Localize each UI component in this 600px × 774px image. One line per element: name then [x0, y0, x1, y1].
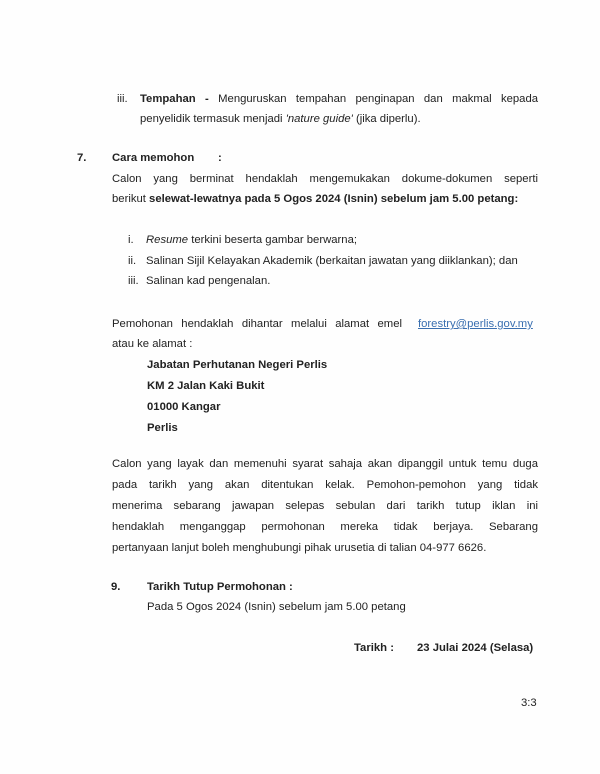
date-value: 23 Julai 2024 (Selasa) [417, 642, 534, 654]
address-line: KM 2 Jalan Kaki Bukit [147, 380, 265, 392]
document-item: Salinan Sijil Kelayakan Akademik (berkaitan jawatan yang diiklankan); dan [146, 255, 518, 267]
section-9-text: Pada 5 Ogos 2024 (Isnin) sebelum jam 5.00 petang [147, 601, 406, 613]
tempahan-line2 [140, 113, 421, 125]
section-9-number: 9. [111, 581, 121, 593]
tempahan-line1 [140, 93, 538, 105]
doc-numeral: i. [128, 234, 134, 246]
address-line: 01000 Kangar [147, 401, 221, 413]
email-link[interactable]: forestry@perlis.gov.my [418, 318, 533, 330]
section-7-intro-line1: Calon yang berminat hendaklah mengemukakan dokume-dokumen seperti [112, 173, 538, 185]
section-7-colon: : [218, 152, 222, 164]
section-7-number: 7. [77, 152, 87, 164]
deadline-text: selewat-lewatnya pada 5 Ogos 2024 (Isnin) sebelum jam 5.00 petang: [149, 193, 519, 205]
notice-line: menerima sebarang jawapan selepas sebulan dari tarikh tutup iklan ini [112, 500, 538, 512]
notice-line: Calon yang layak dan memenuhi syarat sahaja akan dipanggil untuk temu duga [112, 458, 538, 470]
nature-guide-term: 'nature guide' [285, 113, 353, 125]
item-numeral: iii. [117, 93, 128, 105]
doc-numeral: iii. [128, 275, 139, 287]
notice-line: pertanyaan lanjut boleh menghubungi pihak urusetia di talian 04-977 6626. [112, 542, 487, 554]
dash: - [205, 93, 209, 105]
document-item: Salinan kad pengenalan. [146, 275, 271, 287]
section-7-intro-line2 [112, 193, 518, 205]
page-number: 3:3 [521, 697, 537, 709]
text: (jika diperlu). [352, 113, 421, 125]
address-line: Perlis [147, 422, 178, 434]
submit-line2: atau ke alamat : [112, 338, 193, 350]
text: terkini beserta gambar berwarna; [188, 234, 357, 246]
tempahan-title: Tempahan [140, 93, 196, 105]
notice-line: hendaklah menganggap permohonan mereka tidak berjaya. Sebarang [112, 521, 538, 533]
tempahan-desc: Menguruskan tempahan penginapan dan makmal kepada [218, 93, 539, 105]
text: penyelidik termasuk menjadi [140, 113, 286, 125]
doc-numeral: ii. [128, 255, 137, 267]
address-line: Jabatan Perhutanan Negeri Perlis [147, 359, 328, 371]
date-label: Tarikh : [354, 642, 394, 654]
section-7-heading: Cara memohon [112, 152, 195, 164]
section-9-heading: Tarikh Tutup Permohonan : [147, 581, 293, 593]
notice-line: pada tarikh yang akan ditentukan kelak. Pemohon-pemohon yang tidak [112, 479, 538, 491]
resume-term: Resume [146, 234, 189, 246]
text: berikut [112, 193, 150, 205]
document-item [146, 234, 357, 246]
submit-line1: Pemohonan hendaklah dihantar melalui alamat emel [112, 318, 402, 330]
